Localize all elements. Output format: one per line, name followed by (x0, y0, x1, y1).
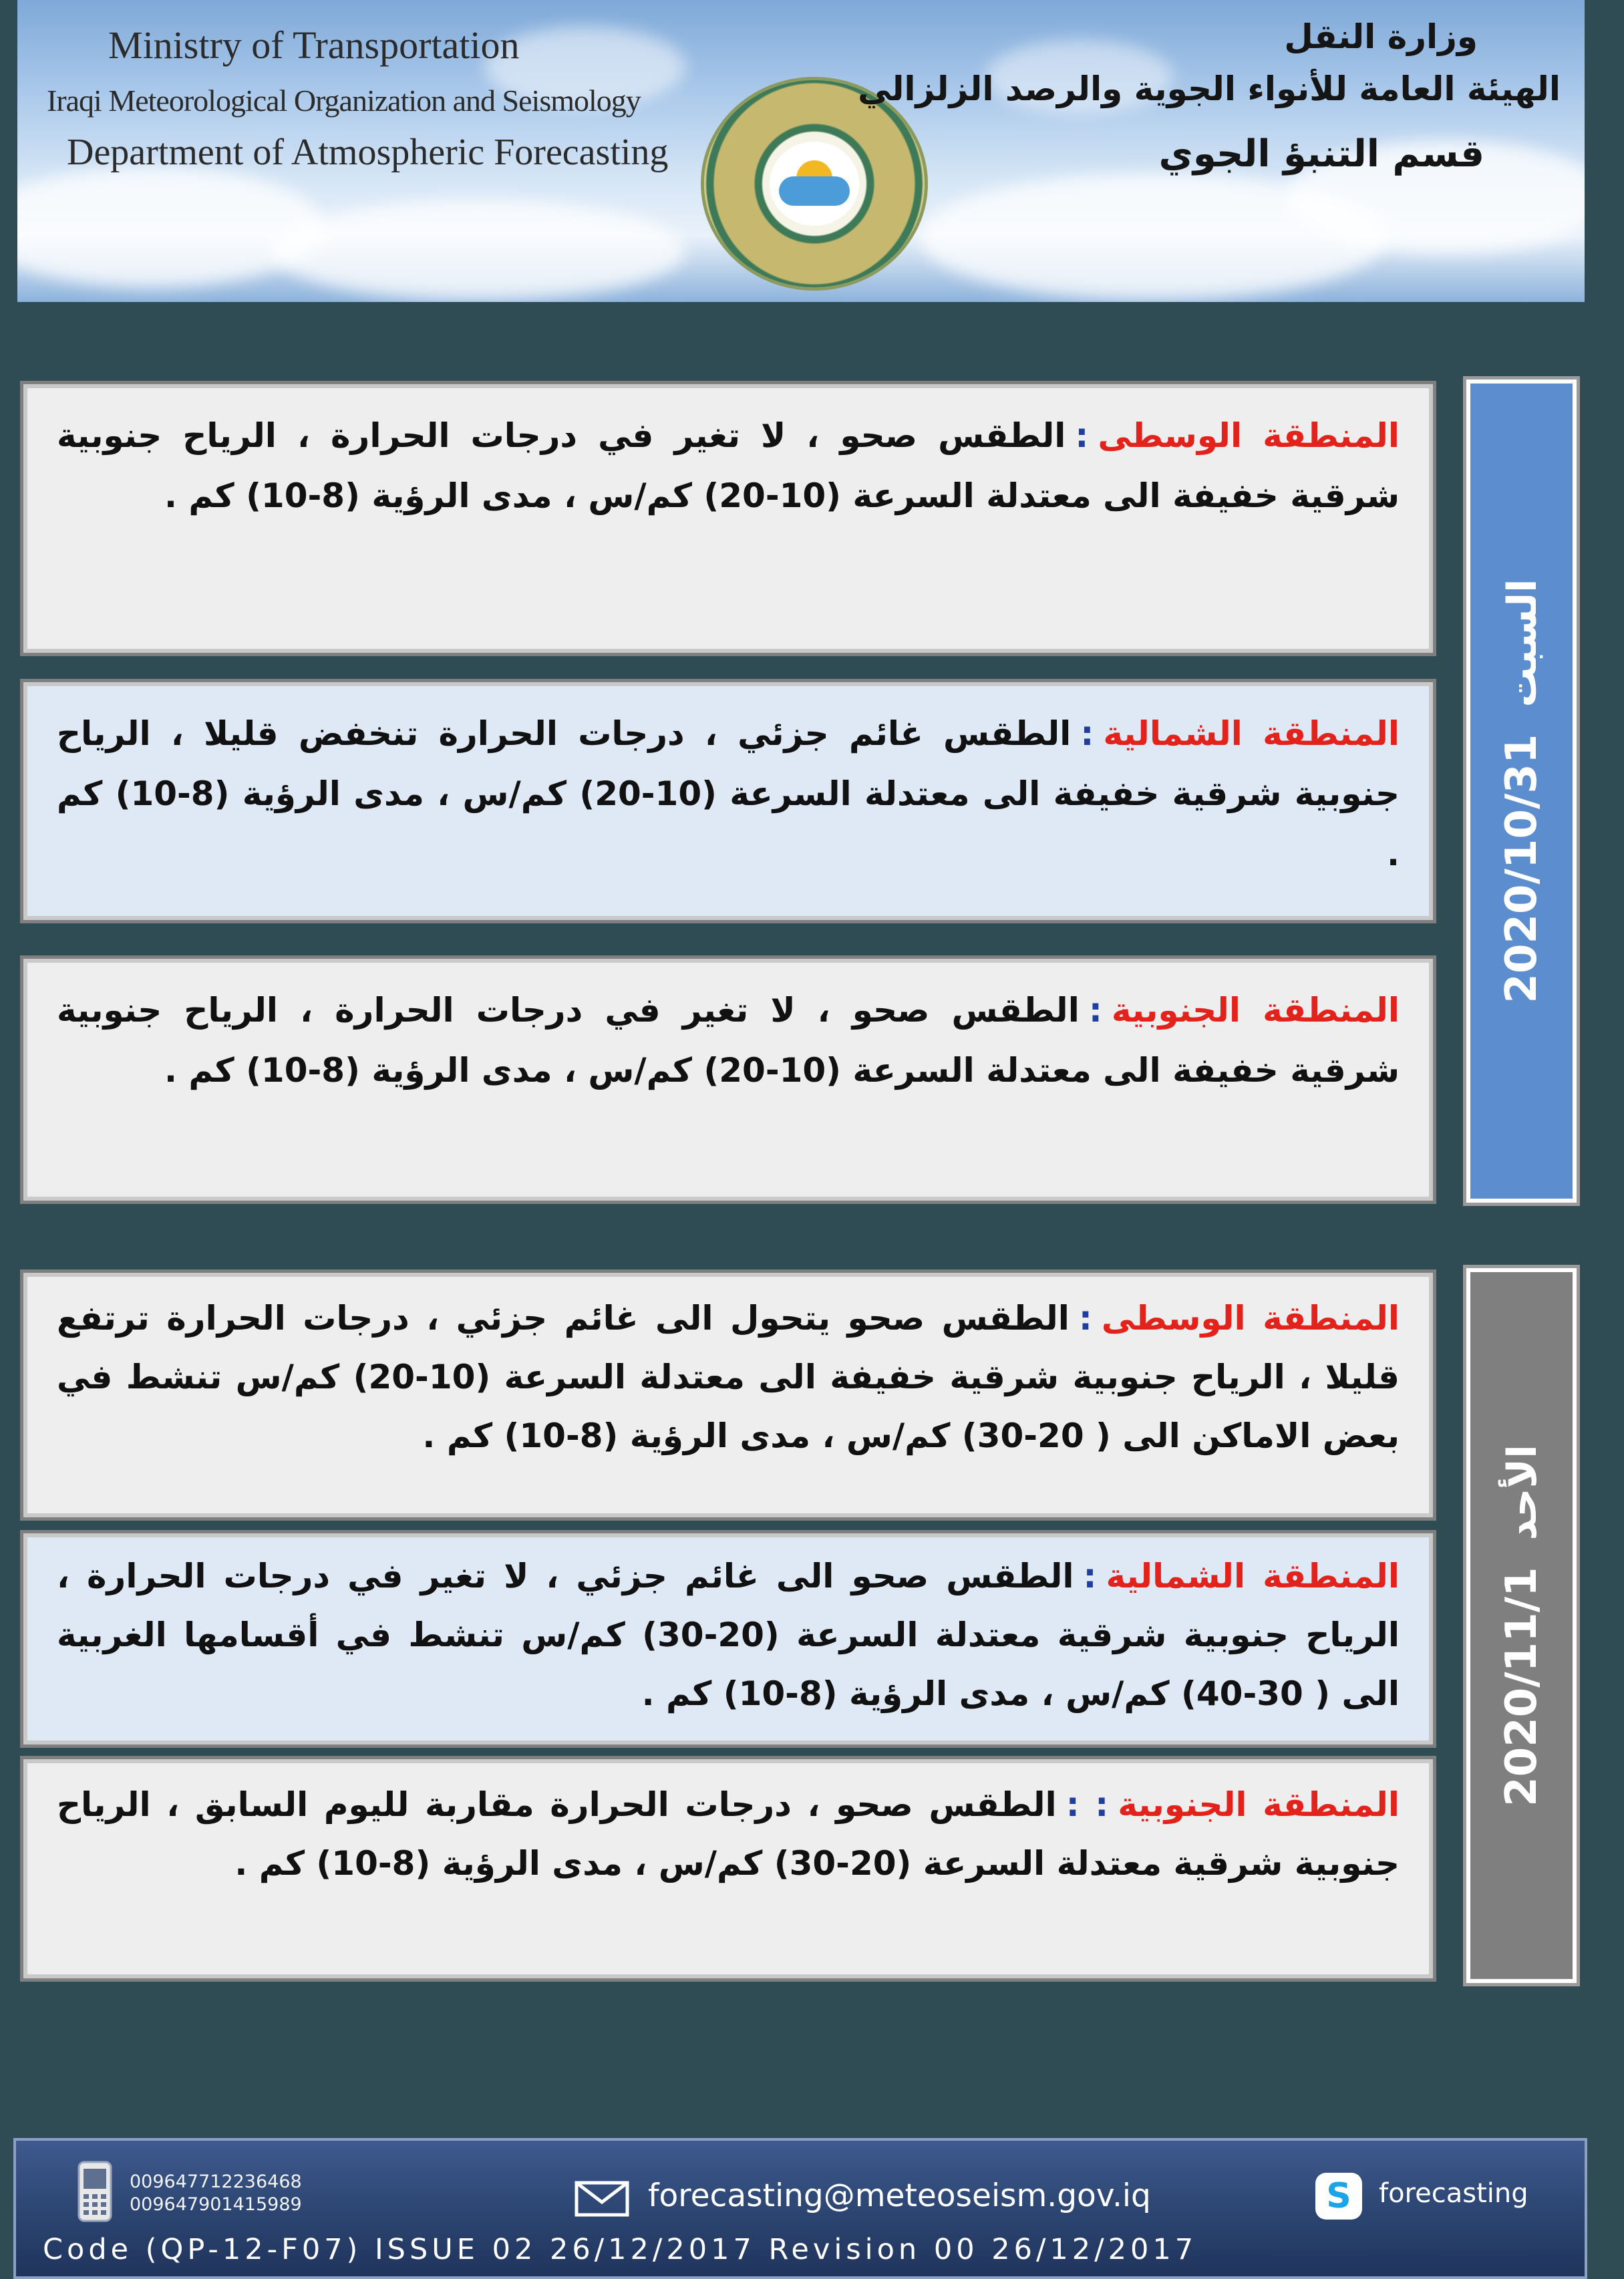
date-label: 2020/10/31 (1496, 734, 1547, 1004)
weekday-label: السبت (1498, 579, 1546, 708)
organization-name-ar: الهيئة العامة للأنواء الجوية والرصد الزلزالي (858, 69, 1561, 108)
ministry-name-ar: وزارة النقل (1284, 17, 1478, 56)
forecast-text: الطقس صحو الى غائم جزئي ، لا تغير في درجات الحرارة ، الرياح جنوبية شرقية معتدلة السرعة (20-30) كم/س تنشط في أقسامها الغربية الى ( 30-40) كم/س ، مدى الرؤية (8-10) كم . (57, 1557, 1400, 1713)
department-name-ar: قسم التنبؤ الجوي (1158, 132, 1484, 176)
phone-number-2: 009647901415989 (130, 2194, 302, 2215)
forecast-text: الطقس غائم جزئي ، درجات الحرارة تنخفض قليلا ، الرياح جنوبية شرقية خفيفة الى معتدلة السرعة (10-20) كم/س ، مدى الرؤية (8-10) كم . (57, 714, 1400, 873)
region-label: المنطقة الوسطى (1098, 416, 1400, 455)
skype-handle: forecasting (1379, 2178, 1528, 2209)
forecast-text: الطقس صحو ، لا تغير في درجات الحرارة ، الرياح جنوبية شرقية خفيفة الى معتدلة السرعة (10-20) كم/س ، مدى الرؤية (8-10) كم . (57, 416, 1400, 515)
forecast-text: الطقس صحو ، درجات الحرارة مقاربة لليوم السابق ، الرياح جنوبية شرقية معتدلة السرعة (20-30) كم/س ، مدى الرؤية (8-10) كم . (57, 1785, 1400, 1883)
region-label: المنطقة الجنوبية (1111, 991, 1400, 1030)
footer-contact-bar (13, 2138, 1587, 2279)
emblem-icon (704, 80, 925, 287)
forecast-text: الطقس صحو يتحول الى غائم جزئي ، درجات الحرارة ترتفع قليلا ، الرياح جنوبية شرقية خفيفة الى معتدلة السرعة (10-20) كم/س تنشط في بعض الاماكن الى ( 20-30) كم/س ، مدى الرؤية (8-10) كم . (57, 1299, 1400, 1455)
document-code-line: Code (QP-12-F07) ISSUE 02 26/12/2017 Revision 00 26/12/2017 (43, 2233, 1198, 2266)
ministry-name-en: Ministry of Transportation (108, 23, 520, 67)
mobile-phone-icon (76, 2161, 114, 2222)
forecast-day2-south: المنطقة الجنوبية: :الطقس صحو ، درجات الحرارة مقاربة لليوم السابق ، الرياح جنوبية شرقية معتدلة السرعة (20-30) كم/س ، مدى الرؤية (8-10) كم . (20, 1756, 1436, 1982)
region-label: المنطقة الجنوبية (1118, 1785, 1400, 1824)
date-bar-saturday (1463, 376, 1580, 1206)
weekday-label: الأحد (1498, 1445, 1546, 1541)
date-label: 2020/11/1 (1496, 1567, 1547, 1807)
forecast-text: الطقس صحو ، لا تغير في درجات الحرارة ، الرياح جنوبية شرقية خفيفة الى معتدلة السرعة (10-20) كم/س ، مدى الرؤية (8-10) كم . (57, 991, 1400, 1090)
phone-number-1: 009647712236468 (130, 2171, 302, 2192)
forecast-day1-central: المنطقة الوسطى:الطقس صحو ، لا تغير في درجات الحرارة ، الرياح جنوبية شرقية خفيفة الى معتدلة السرعة (10-20) كم/س ، مدى الرؤية (8-10) كم . (20, 381, 1436, 656)
forecast-day1-south: المنطقة الجنوبية:الطقس صحو ، لا تغير في درجات الحرارة ، الرياح جنوبية شرقية خفيفة الى معتدلة السرعة (10-20) كم/س ، مدى الرؤية (8-10) كم . (20, 955, 1436, 1204)
date-bar-sunday (1463, 1265, 1580, 1986)
envelope-icon (575, 2181, 629, 2217)
region-label: المنطقة الشمالية (1103, 714, 1400, 753)
skype-icon: S (1315, 2173, 1362, 2220)
department-name-en: Department of Atmospheric Forecasting (67, 132, 669, 173)
forecast-day2-north: المنطقة الشمالية:الطقس صحو الى غائم جزئي ، لا تغير في درجات الحرارة ، الرياح جنوبية شرقية معتدلة السرعة (20-30) كم/س تنشط في أقسامها الغربية الى ( 30-40) كم/س ، مدى الرؤية (8-10) كم . (20, 1530, 1436, 1748)
region-label: المنطقة الوسطى (1101, 1299, 1400, 1338)
forecast-day2-central: المنطقة الوسطى:الطقس صحو يتحول الى غائم جزئي ، درجات الحرارة ترتفع قليلا ، الرياح جنوبية شرقية خفيفة الى معتدلة السرعة (10-20) كم/س تنشط في بعض الاماكن الى ( 20-30) كم/س ، مدى الرؤية (8-10) كم . (20, 1269, 1436, 1521)
header-banner (17, 0, 1585, 302)
email-address-link[interactable]: forecasting@meteoseism.gov.iq (648, 2177, 1151, 2214)
organization-name-en: Iraqi Meteorological Organization and Seismology (47, 84, 641, 118)
forecast-day1-north: المنطقة الشمالية:الطقس غائم جزئي ، درجات الحرارة تنخفض قليلا ، الرياح جنوبية شرقية خفيفة الى معتدلة السرعة (10-20) كم/س ، مدى الرؤية (8-10) كم . (20, 679, 1436, 923)
region-label: المنطقة الشمالية (1106, 1557, 1400, 1596)
